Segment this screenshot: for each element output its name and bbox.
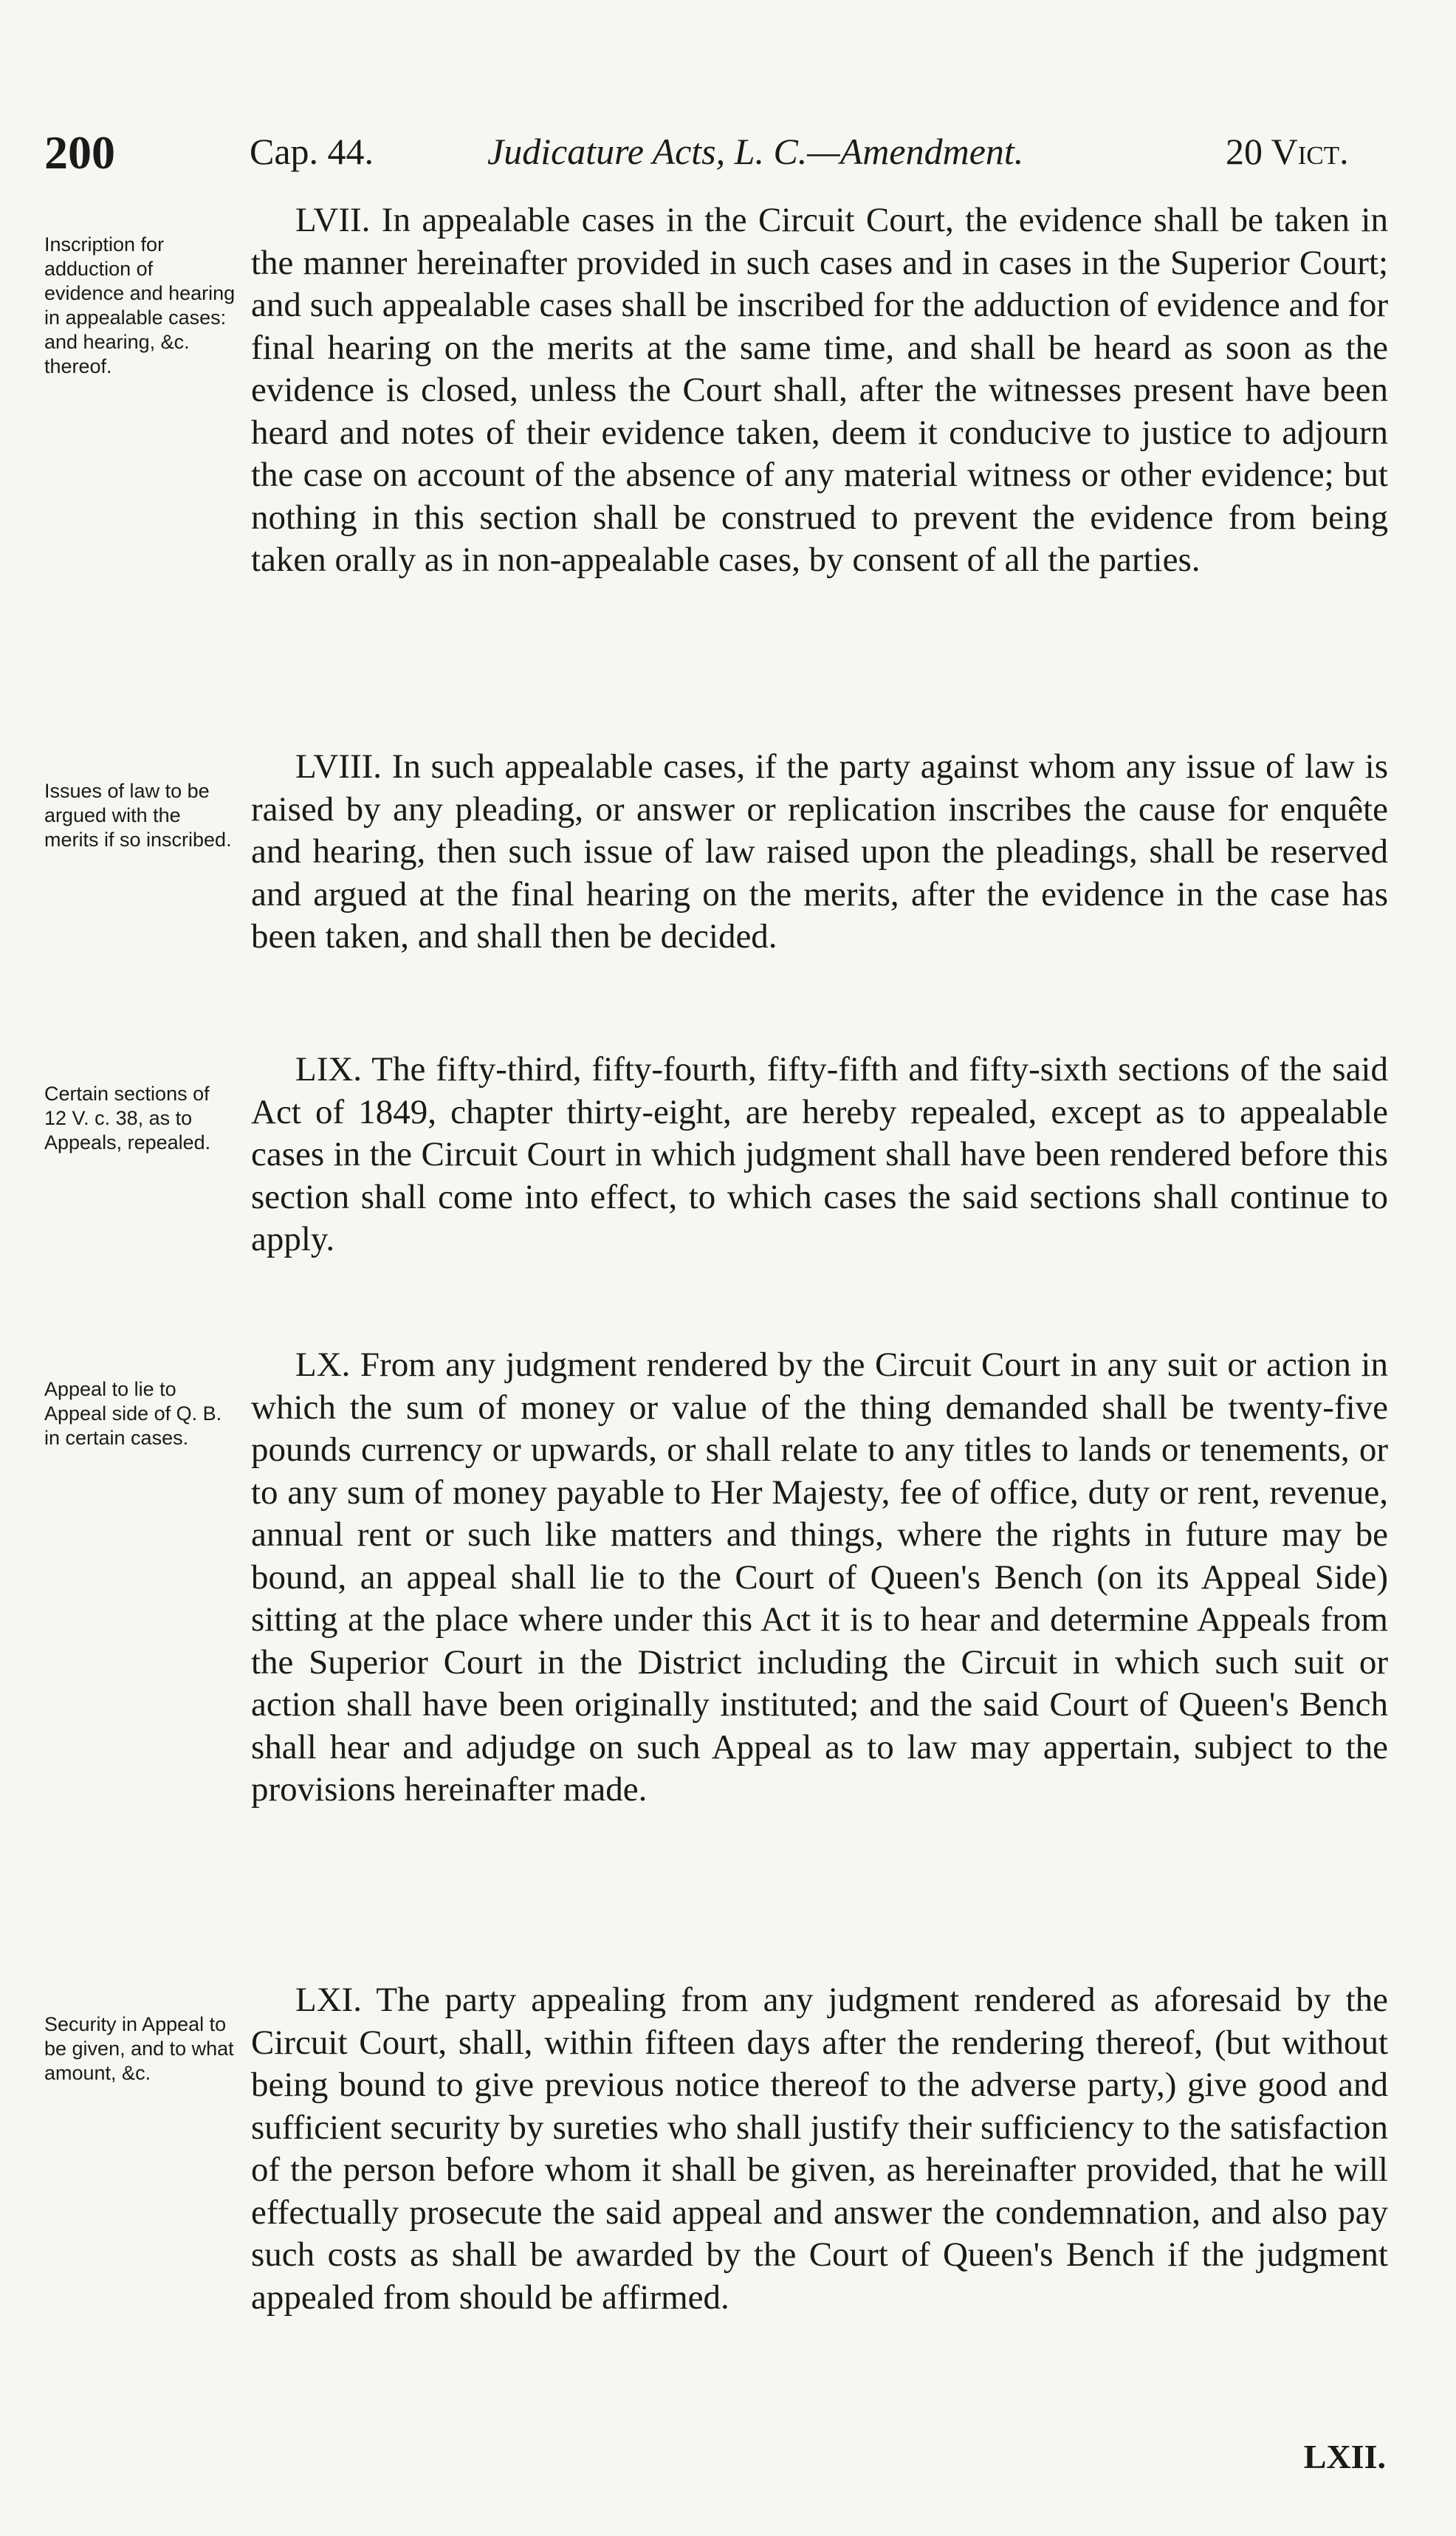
marginal-note: Security in Appeal to be given, and to what amount, &c. [44, 2013, 234, 2084]
section-text: LIX. The fifty-third, fifty-fourth, fifty-fifth and fifty-sixth sections of the said Act of 1849, chapter thirty-eight, are hereby repealed, except as to appealable cases in the Circuit Court in which judgment shall have been rendered before this section shall come into effect, to which cases the said sections shall continue to apply. [251, 1050, 1388, 1258]
marginal-note: Inscription for adduction of evidence and hearing in appealable cases: and hearing, &c. thereof. [44, 233, 236, 377]
section-text: LVII. In appealable cases in the Circuit Court, the evidence shall be taken in the manner hereinafter provided in such cases and in cases in the Superior Court; and such appealable cases shall be inscribed for the adduction of evidence and for final hearing on the merits at the same time, and shall be heard as soon as the evidence is closed, unless the Court shall, after the witnesses present have been heard and notes of their evidence taken, deem it conducive to justice to adjourn the case on account of the absence of any material witness or other evidence; but nothing in this section shall be construed to prevent the evidence from being taken orally as in non-appealable cases, by consent of all the parties. [251, 201, 1388, 579]
page-number: 200 [44, 126, 115, 179]
section-text: LVIII. In such appealable cases, if the party against whom any issue of law is raised by any pleading, or answer or replication inscribes the cause for enquête and hearing, then such issue of law raised upon the pleadings, shall be reserved and argued at the final hearing on the merits, after the evidence in the case has been taken, and shall then be decided. [251, 747, 1388, 956]
running-title: Judicature Acts, L. C.—Amendment. [487, 131, 1024, 172]
marginal-note: Issues of law to be argued with the merits if so inscribed. [44, 780, 232, 851]
chapter-label: Cap. 44. [250, 131, 374, 172]
running-header [44, 126, 1412, 192]
section-text: LXI. The party appealing from any judgment rendered as aforesaid by the Circuit Court, shall, within fifteen days after the rendering thereof, (but without being bound to give previous notice thereof to the adverse party,) give good and sufficient security by sureties who shall justify their sufficiency to the satisfaction of the person before whom it shall be given, as hereinafter provided, that he will effectually prosecute the said appeal and answer the condemnation, and also pay such costs as shall be awarded by the Court of Queen's Bench if the judgment appealed from should be affirmed. [251, 1981, 1388, 2317]
regnal-year: 20 Vict. [1226, 131, 1349, 172]
catchword: LXII. [1303, 2438, 1386, 2475]
section-text: LX. From any judgment rendered by the Circuit Court in any suit or action in which the sum of money or value of the thing demanded shall be twenty-five pounds currency or upwards, or shall relate to any titles to lands or tenements, or to any sum of money payable to Her Majesty, fee of office, duty or rent, revenue, annual rent or such like matters and things, where the rights in future may be bound, an appeal shall lie to the Court of Queen's Bench (on its Appeal Side) sitting at the place where under this Act it is to hear and determine Appeals from the Superior Court in the District including the Circuit in which such suit or action shall have been originally instituted; and the said Court of Queen's Bench shall hear and adjudge on such Appeal as to law may appertain, subject to the provisions hereinafter made. [251, 1346, 1388, 1809]
marginal-note: Appeal to lie to Appeal side of Q. B. in certain cases. [44, 1378, 222, 1449]
marginal-note: Certain sections of 12 V. c. 38, as to Appeals, repealed. [44, 1083, 211, 1154]
